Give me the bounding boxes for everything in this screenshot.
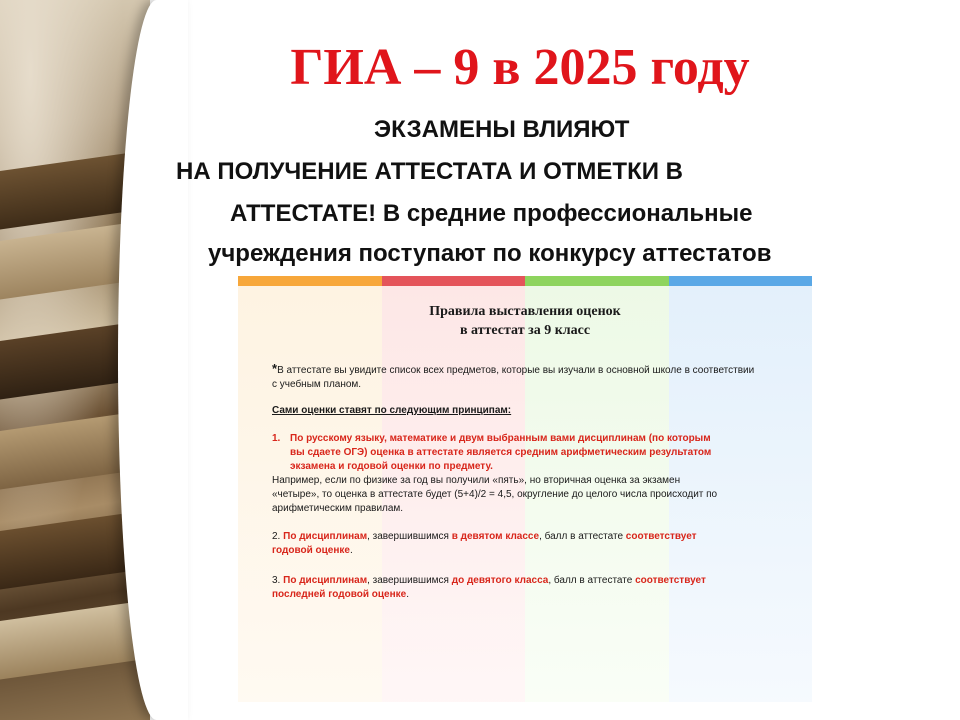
rule-2-corresponds: соответствует	[625, 531, 697, 542]
rule-1-line-1: По русскому языку, математике и двум выбранным вами дисциплинам (по которым	[290, 433, 711, 444]
rule-3-text-2: , балл в аттестате	[548, 575, 636, 586]
rule-3-number: 3.	[272, 575, 284, 586]
rule-2-disciplines: По дисциплинам	[283, 531, 368, 542]
rule-3-text: , завершившимся	[367, 575, 452, 586]
intro-line-1: В аттестате вы увидите список всех предметов, которые вы изучали в основной школе в соответствии	[277, 365, 755, 376]
card-heading-line-2: в аттестат за 9 класс	[459, 323, 591, 338]
rule-2-dot: .	[349, 545, 353, 556]
rule-3	[272, 574, 792, 602]
card-heading	[238, 302, 812, 340]
rule-2	[272, 530, 792, 558]
example-line-3: арифметическим правилам.	[272, 503, 404, 514]
rule-1-line-3: экзамена и годовой оценки по предмету.	[290, 461, 493, 472]
color-band	[238, 276, 812, 286]
rule-1-line-2: вы сдаете ОГЭ) оценка в аттестате является средним арифметическим результатом	[290, 447, 712, 458]
intro-star: *	[272, 361, 278, 376]
intro-paragraph	[272, 362, 792, 392]
rule-1	[272, 432, 792, 474]
rule-3-grade: до девятого класса	[451, 575, 549, 586]
card-body	[272, 362, 792, 602]
rule-1-number: 1.	[272, 433, 281, 444]
slide-title: ГИА – 9 в 2025 году	[290, 39, 750, 96]
rule-2-line-2: годовой оценке	[272, 545, 350, 556]
intro-line-2: с учебным планом.	[272, 379, 362, 390]
subtitle-line-1: ЭКЗАМЕНЫ ВЛИЯЮТ	[374, 116, 630, 143]
rule-2-text: , завершившимся	[367, 531, 452, 542]
rule-2-text-2: , балл в аттестате	[539, 531, 626, 542]
principles-heading: Сами оценки ставят по следующим принципам:	[272, 405, 512, 416]
example-line-1: Например, если по физике за год вы получили «пять», но вторичная оценка за экзамен	[272, 475, 681, 486]
rule-3-disciplines: По дисциплинам	[283, 575, 368, 586]
example-line-2: «четыре», то оценка в аттестате будет (5+4)/2 = 4,5, округление до целого числа происходит по	[272, 489, 718, 500]
rule-3-line-2: последней годовой оценке	[272, 589, 407, 600]
page-curl-decoration	[118, 0, 188, 720]
card-heading-line-1: Правила выставления оценок	[429, 304, 621, 319]
subtitle-line-3: АТТЕСТАТЕ! В средние профессиональные	[230, 200, 753, 227]
rule-2-grade: в девятом классе	[451, 531, 540, 542]
subtitle-line-2: НА ПОЛУЧЕНИЕ АТТЕСТАТА И ОТМЕТКИ В	[176, 158, 683, 185]
grading-rules-image	[238, 276, 812, 702]
example-paragraph	[272, 474, 792, 516]
rule-3-dot: .	[406, 589, 409, 600]
rule-2-number: 2.	[272, 531, 284, 542]
subtitle-line-4: учреждения поступают по конкурсу аттестатов	[208, 240, 772, 267]
rule-3-corresponds: соответствует	[635, 575, 706, 586]
